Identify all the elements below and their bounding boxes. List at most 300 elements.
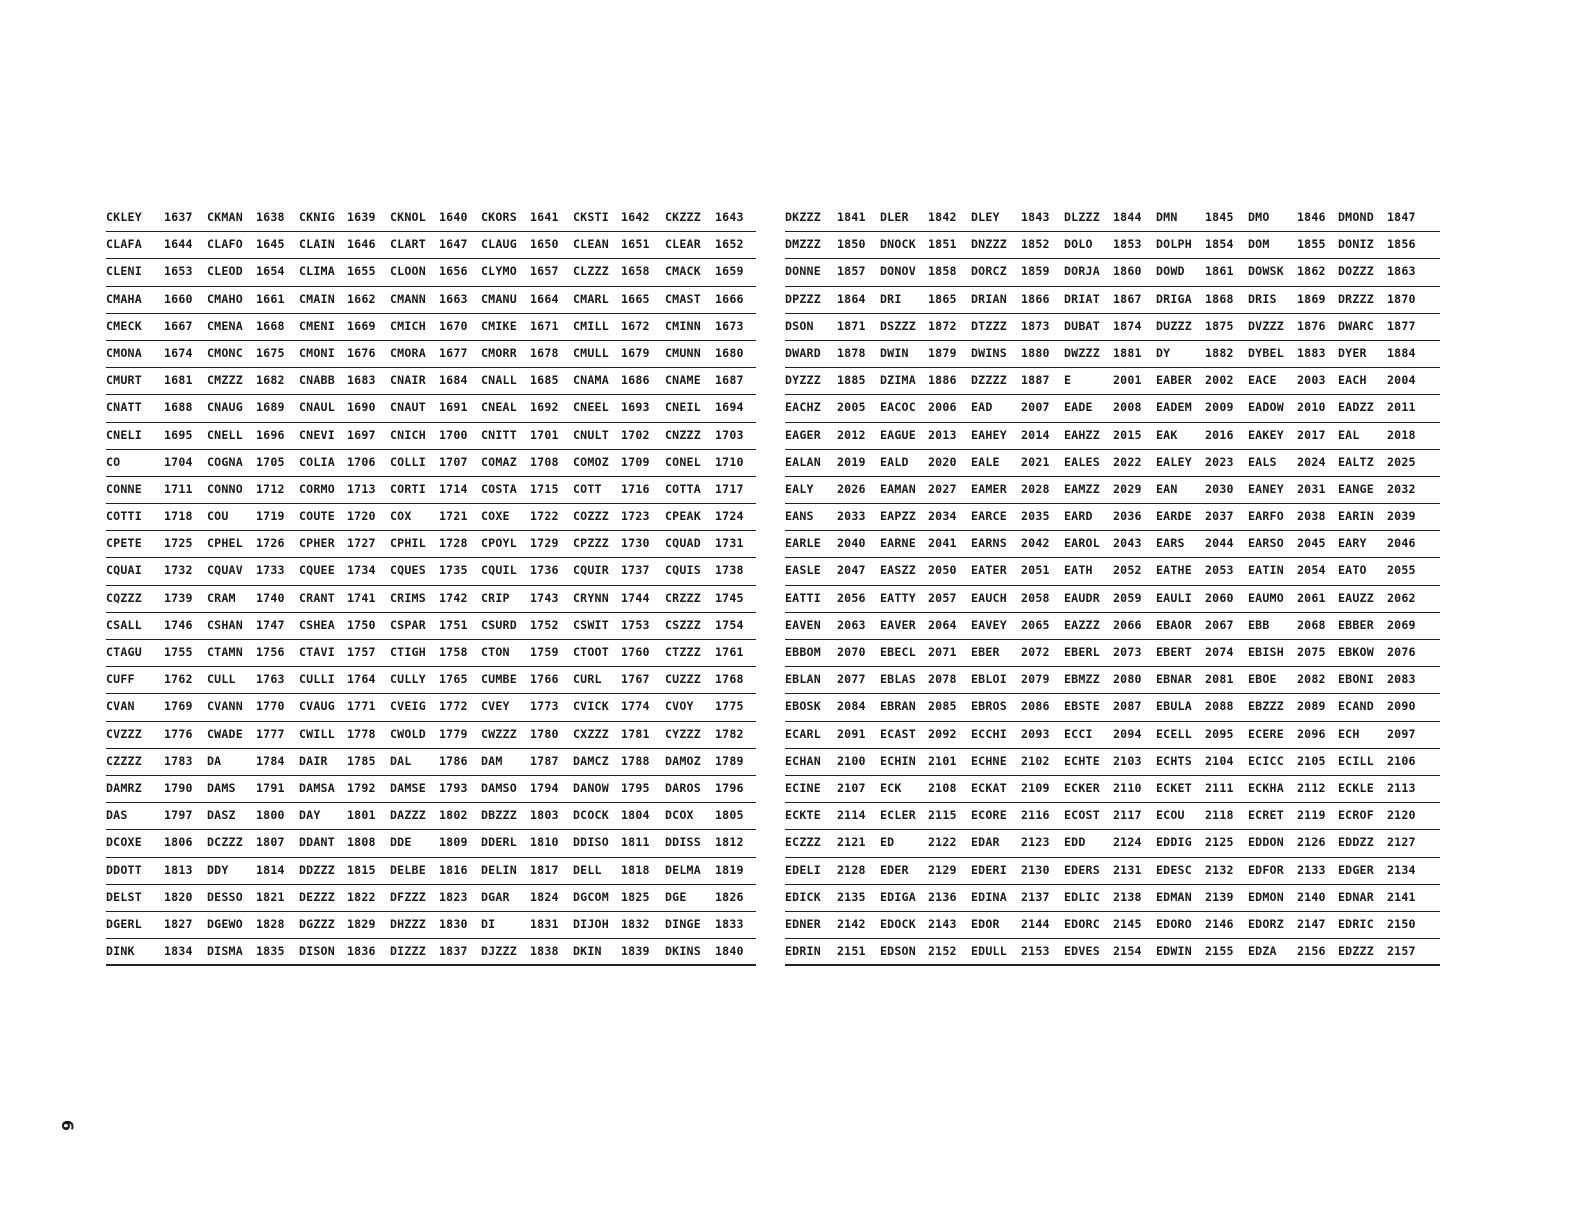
code-cell: CRZZZ <box>665 590 701 605</box>
code-cell: CRIMS <box>390 590 426 605</box>
code-cell: CPOYL <box>481 536 517 551</box>
number-cell: 2001 <box>1113 373 1142 388</box>
code-cell: ECICC <box>1248 753 1284 768</box>
number-cell: 2081 <box>1205 672 1234 687</box>
code-cell: CLAIN <box>299 237 335 252</box>
table-row <box>785 667 1440 694</box>
code-cell: EBLOI <box>971 672 1007 687</box>
number-cell: 2124 <box>1113 835 1142 850</box>
code-cell: EATO <box>1338 563 1367 578</box>
code-cell: CMORR <box>481 345 517 360</box>
number-cell: 2079 <box>1021 672 1050 687</box>
code-cell: CKNOL <box>390 210 426 224</box>
code-cell: EARCE <box>971 509 1007 524</box>
code-cell: DAMS <box>207 780 236 795</box>
code-cell: EBOE <box>1248 672 1277 687</box>
code-cell: EDESC <box>1156 862 1192 877</box>
code-cell: DI <box>481 916 496 931</box>
code-cell: ECOU <box>1156 808 1185 823</box>
number-cell: 1820 <box>164 889 193 904</box>
code-cell: COMOZ <box>573 454 609 469</box>
code-cell: DOLO <box>1064 237 1093 252</box>
number-cell: 1681 <box>164 373 193 388</box>
number-cell: 1857 <box>837 264 866 279</box>
number-cell: 2092 <box>928 726 957 741</box>
number-cell: 1784 <box>256 753 285 768</box>
number-cell: 1668 <box>256 318 285 333</box>
code-cell: DRIAT <box>1064 291 1100 306</box>
code-cell: ECKTE <box>785 808 821 823</box>
code-cell: CNEAL <box>481 400 517 415</box>
code-cell: DESSO <box>207 889 243 904</box>
code-cell: EADE <box>1064 400 1093 415</box>
code-cell: DOWD <box>1156 264 1185 279</box>
code-cell: CWZZZ <box>481 726 517 741</box>
number-cell: 2153 <box>1021 944 1050 959</box>
number-cell: 1707 <box>439 454 468 469</box>
number-cell: 1825 <box>621 889 650 904</box>
number-cell: 1824 <box>530 889 559 904</box>
number-cell: 1761 <box>715 645 744 659</box>
number-cell: 1692 <box>530 400 559 415</box>
code-cell: EAL <box>1338 427 1360 442</box>
number-cell: 1834 <box>164 944 193 959</box>
number-cell: 1705 <box>256 454 285 469</box>
number-cell: 1808 <box>347 835 376 850</box>
number-cell: 1753 <box>621 617 650 632</box>
code-cell: DAMSO <box>481 780 517 795</box>
code-cell: COMAZ <box>481 454 517 469</box>
number-cell: 2120 <box>1387 808 1416 823</box>
code-cell: CKZZZ <box>665 210 701 224</box>
number-cell: 1655 <box>347 264 376 279</box>
code-cell: DKIN <box>573 944 602 959</box>
number-cell: 2108 <box>928 780 957 795</box>
number-cell: 1739 <box>164 590 193 605</box>
number-cell: 1708 <box>530 454 559 469</box>
number-cell: 1801 <box>347 808 376 823</box>
code-cell: DOZZZ <box>1338 264 1374 279</box>
number-cell: 1704 <box>164 454 193 469</box>
code-cell: DWZZZ <box>1064 345 1100 360</box>
code-cell: DANOW <box>573 780 609 795</box>
code-cell: DGERL <box>106 916 142 931</box>
code-cell: EDLIC <box>1064 889 1100 904</box>
code-cell: CMONI <box>299 345 335 360</box>
code-cell: CMAIN <box>299 291 335 306</box>
number-cell: 1870 <box>1387 291 1416 306</box>
number-cell: 2113 <box>1387 780 1416 795</box>
code-cell: DMOND <box>1338 210 1374 224</box>
number-cell: 2078 <box>928 672 957 687</box>
code-cell: CMIKE <box>481 318 517 333</box>
code-cell: EACE <box>1248 373 1277 388</box>
code-cell: CMECK <box>106 318 142 333</box>
number-cell: 1750 <box>347 617 376 632</box>
number-cell: 1836 <box>347 944 376 959</box>
code-cell: CNAUL <box>299 400 335 415</box>
code-cell: CKNIG <box>299 210 335 224</box>
code-cell: DRI <box>880 291 902 306</box>
number-cell: 1718 <box>164 509 193 524</box>
number-cell: 1762 <box>164 672 193 687</box>
number-cell: 2014 <box>1021 427 1050 442</box>
code-cell: DELST <box>106 889 142 904</box>
number-cell: 1804 <box>621 808 650 823</box>
code-cell: DZZZZ <box>971 373 1007 388</box>
number-cell: 2006 <box>928 400 957 415</box>
code-cell: EDORC <box>1064 916 1100 931</box>
code-cell: CMORA <box>390 345 426 360</box>
number-cell: 1671 <box>530 318 559 333</box>
table-row <box>785 776 1440 803</box>
code-cell: CLAFO <box>207 237 243 252</box>
code-cell: EATER <box>971 563 1007 578</box>
number-cell: 1640 <box>439 210 468 224</box>
number-cell: 2089 <box>1297 699 1326 714</box>
code-cell: ECAND <box>1338 699 1374 714</box>
code-cell: EAPZZ <box>880 509 916 524</box>
number-cell: 1652 <box>715 237 744 252</box>
number-cell: 1721 <box>439 509 468 524</box>
code-cell: DORJA <box>1064 264 1100 279</box>
table-row <box>106 830 756 857</box>
number-cell: 1800 <box>256 808 285 823</box>
number-cell: 1791 <box>256 780 285 795</box>
code-cell: ECKHA <box>1248 780 1284 795</box>
code-cell: EBBOM <box>785 645 821 659</box>
code-cell: DHZZZ <box>390 916 426 931</box>
code-cell: EBB <box>1248 617 1270 632</box>
code-cell: EDOR <box>971 916 1000 931</box>
number-cell: 1672 <box>621 318 650 333</box>
number-cell: 1847 <box>1387 210 1416 224</box>
number-cell: 1752 <box>530 617 559 632</box>
number-cell: 2054 <box>1297 563 1326 578</box>
number-cell: 1786 <box>439 753 468 768</box>
code-cell: EDZA <box>1248 944 1277 959</box>
number-cell: 1796 <box>715 780 744 795</box>
code-cell: CQUEE <box>299 563 335 578</box>
number-cell: 1676 <box>347 345 376 360</box>
code-cell: ECH <box>1338 726 1360 741</box>
code-cell: CSWIT <box>573 617 609 632</box>
code-cell: EDORZ <box>1248 916 1284 931</box>
table-row <box>785 531 1440 558</box>
number-cell: 2023 <box>1205 454 1234 469</box>
number-cell: 2139 <box>1205 889 1234 904</box>
number-cell: 1638 <box>256 210 285 224</box>
code-cell: EDINA <box>971 889 1007 904</box>
number-cell: 2135 <box>837 889 866 904</box>
number-cell: 2064 <box>928 617 957 632</box>
number-cell: 1832 <box>621 916 650 931</box>
number-cell: 1828 <box>256 916 285 931</box>
number-cell: 1764 <box>347 672 376 687</box>
code-cell: EDOCK <box>880 916 916 931</box>
code-cell: EBNAR <box>1156 672 1192 687</box>
number-cell: 2018 <box>1387 427 1416 442</box>
number-cell: 2130 <box>1021 862 1050 877</box>
number-cell: 1871 <box>837 318 866 333</box>
code-cell: CVICK <box>573 699 609 714</box>
number-cell: 2016 <box>1205 427 1234 442</box>
code-cell: COSTA <box>481 481 517 496</box>
code-cell: CRYNN <box>573 590 609 605</box>
number-cell: 2028 <box>1021 481 1050 496</box>
number-cell: 1837 <box>439 944 468 959</box>
number-cell: 1781 <box>621 726 650 741</box>
number-cell: 1661 <box>256 291 285 306</box>
code-cell: EAKEY <box>1248 427 1284 442</box>
code-cell: EATHE <box>1156 563 1192 578</box>
number-cell: 2059 <box>1113 590 1142 605</box>
code-cell: DEZZZ <box>299 889 335 904</box>
number-cell: 2042 <box>1021 536 1050 551</box>
number-cell: 1709 <box>621 454 650 469</box>
number-cell: 2027 <box>928 481 957 496</box>
number-cell: 1860 <box>1113 264 1142 279</box>
code-cell: CMILL <box>573 318 609 333</box>
number-cell: 1644 <box>164 237 193 252</box>
code-cell: DA <box>207 753 222 768</box>
code-cell: CNAMA <box>573 373 609 388</box>
table-row <box>106 477 756 504</box>
number-cell: 2146 <box>1205 916 1234 931</box>
code-cell: EDULL <box>971 944 1007 959</box>
number-cell: 2155 <box>1205 944 1234 959</box>
number-cell: 1742 <box>439 590 468 605</box>
code-cell: EDDIG <box>1156 835 1192 850</box>
number-cell: 2144 <box>1021 916 1050 931</box>
code-cell: EBROS <box>971 699 1007 714</box>
number-cell: 1658 <box>621 264 650 279</box>
code-cell: DGE <box>665 889 687 904</box>
code-cell: CNAUT <box>390 400 426 415</box>
code-cell: EARNE <box>880 536 916 551</box>
code-cell: CRAM <box>207 590 236 605</box>
code-cell: EDMON <box>1248 889 1284 904</box>
number-cell: 1768 <box>715 672 744 687</box>
code-cell: DLEY <box>971 210 1000 224</box>
number-cell: 2036 <box>1113 509 1142 524</box>
number-cell: 1646 <box>347 237 376 252</box>
code-cell: CVANN <box>207 699 243 714</box>
code-cell: DDISO <box>573 835 609 850</box>
number-cell: 1717 <box>715 481 744 496</box>
code-cell: DORCZ <box>971 264 1007 279</box>
code-cell: CNZZZ <box>665 427 701 442</box>
code-cell: DMZZZ <box>785 237 821 252</box>
table-row <box>785 694 1440 721</box>
number-cell: 2091 <box>837 726 866 741</box>
number-cell: 2041 <box>928 536 957 551</box>
code-cell: ECARL <box>785 726 821 741</box>
code-cell: CMICH <box>390 318 426 333</box>
number-cell: 2076 <box>1387 645 1416 659</box>
number-cell: 1650 <box>530 237 559 252</box>
number-cell: 1728 <box>439 536 468 551</box>
code-cell: EAUZZ <box>1338 590 1374 605</box>
code-cell: EACOC <box>880 400 916 415</box>
number-cell: 1733 <box>256 563 285 578</box>
number-cell: 1803 <box>530 808 559 823</box>
code-cell: EDWIN <box>1156 944 1192 959</box>
number-cell: 1777 <box>256 726 285 741</box>
number-cell: 1700 <box>439 427 468 442</box>
number-cell: 1877 <box>1387 318 1416 333</box>
code-cell: CWILL <box>299 726 335 741</box>
number-cell: 1813 <box>164 862 193 877</box>
table-row <box>106 531 756 558</box>
code-cell: EBSTE <box>1064 699 1100 714</box>
number-cell: 2147 <box>1297 916 1326 931</box>
number-cell: 1747 <box>256 617 285 632</box>
number-cell: 1682 <box>256 373 285 388</box>
number-cell: 1866 <box>1021 291 1050 306</box>
code-cell: CLEAR <box>665 237 701 252</box>
number-cell: 2115 <box>928 808 957 823</box>
code-cell: EDSON <box>880 944 916 959</box>
code-cell: EBERT <box>1156 645 1192 659</box>
code-cell: CULLI <box>299 672 335 687</box>
number-cell: 1867 <box>1113 291 1142 306</box>
number-cell: 2102 <box>1021 753 1050 768</box>
code-cell: EANS <box>785 509 814 524</box>
code-cell: DSZZZ <box>880 318 916 333</box>
code-cell: EDDZZ <box>1338 835 1374 850</box>
code-cell: DDZZZ <box>299 862 335 877</box>
number-cell: 2013 <box>928 427 957 442</box>
code-cell: CONNE <box>106 481 142 496</box>
table-row <box>785 749 1440 776</box>
number-cell: 1701 <box>530 427 559 442</box>
number-cell: 1714 <box>439 481 468 496</box>
code-cell: DAIR <box>299 753 328 768</box>
number-cell: 2065 <box>1021 617 1050 632</box>
code-cell: EBMZZ <box>1064 672 1100 687</box>
table-row <box>785 640 1440 667</box>
number-cell: 2143 <box>928 916 957 931</box>
number-cell: 1712 <box>256 481 285 496</box>
number-cell: 1643 <box>715 210 744 224</box>
number-cell: 1683 <box>347 373 376 388</box>
number-cell: 2090 <box>1387 699 1416 714</box>
number-cell: 2073 <box>1113 645 1142 659</box>
code-cell: CVAN <box>106 699 135 714</box>
code-cell: EDAR <box>971 835 1000 850</box>
number-cell: 1654 <box>256 264 285 279</box>
code-cell: ECROF <box>1338 808 1374 823</box>
number-cell: 1875 <box>1205 318 1234 333</box>
code-cell: CMURT <box>106 373 142 388</box>
number-cell: 1689 <box>256 400 285 415</box>
number-cell: 1744 <box>621 590 650 605</box>
number-cell: 1691 <box>439 400 468 415</box>
table-row <box>106 613 756 640</box>
number-cell: 1835 <box>256 944 285 959</box>
code-cell: ECRET <box>1248 808 1284 823</box>
code-cell: ECHAN <box>785 753 821 768</box>
code-cell: CTIGH <box>390 645 426 659</box>
code-cell: EANGE <box>1338 481 1374 496</box>
code-cell: EAMZZ <box>1064 481 1100 496</box>
number-cell: 1697 <box>347 427 376 442</box>
number-cell: 1713 <box>347 481 376 496</box>
number-cell: 2033 <box>837 509 866 524</box>
number-cell: 2137 <box>1021 889 1050 904</box>
number-cell: 2126 <box>1297 835 1326 850</box>
code-cell: CWADE <box>207 726 243 741</box>
code-cell: ED <box>880 835 895 850</box>
code-cell: ECKAT <box>971 780 1007 795</box>
code-cell: CVOY <box>665 699 694 714</box>
code-cell: DRIGA <box>1156 291 1192 306</box>
code-cell: DDY <box>207 862 229 877</box>
number-cell: 1641 <box>530 210 559 224</box>
number-cell: 1763 <box>256 672 285 687</box>
code-cell: DELBE <box>390 862 426 877</box>
number-cell: 2119 <box>1297 808 1326 823</box>
number-cell: 2086 <box>1021 699 1050 714</box>
code-cell: CKLEY <box>106 210 142 224</box>
code-cell: CLZZZ <box>573 264 609 279</box>
table-row <box>106 803 756 830</box>
code-cell: CNABB <box>299 373 335 388</box>
code-cell: CNEVI <box>299 427 335 442</box>
code-cell: CQUAD <box>665 536 701 551</box>
number-cell: 1673 <box>715 318 744 333</box>
number-cell: 1656 <box>439 264 468 279</box>
code-cell: DYBEL <box>1248 345 1284 360</box>
number-cell: 2038 <box>1297 509 1326 524</box>
code-cell: CQUAI <box>106 563 142 578</box>
number-cell: 1687 <box>715 373 744 388</box>
code-cell: ECK <box>880 780 902 795</box>
number-cell: 1659 <box>715 264 744 279</box>
code-cell: CLAFA <box>106 237 142 252</box>
code-cell: DFZZZ <box>390 889 426 904</box>
code-cell: DDE <box>390 835 412 850</box>
number-cell: 1727 <box>347 536 376 551</box>
number-cell: 1884 <box>1387 345 1416 360</box>
code-cell: COZZZ <box>573 509 609 524</box>
code-cell: EDRIN <box>785 944 821 959</box>
code-cell: EDIGA <box>880 889 916 904</box>
code-cell: CNICH <box>390 427 426 442</box>
number-cell: 2044 <box>1205 536 1234 551</box>
code-cell: CUMBE <box>481 672 517 687</box>
number-cell: 1810 <box>530 835 559 850</box>
code-cell: DCZZZ <box>207 835 243 850</box>
number-cell: 1688 <box>164 400 193 415</box>
code-cell: CUZZZ <box>665 672 701 687</box>
number-cell: 1758 <box>439 645 468 659</box>
code-cell: CSZZZ <box>665 617 701 632</box>
table-row <box>106 885 756 912</box>
code-cell: CLOON <box>390 264 426 279</box>
number-cell: 2109 <box>1021 780 1050 795</box>
number-cell: 1840 <box>715 944 744 959</box>
number-cell: 2077 <box>837 672 866 687</box>
code-cell: CONEL <box>665 454 701 469</box>
code-cell: ECOST <box>1064 808 1100 823</box>
code-cell: EASZZ <box>880 563 916 578</box>
code-cell: CQUAV <box>207 563 243 578</box>
table-row <box>785 259 1440 286</box>
number-cell: 1737 <box>621 563 650 578</box>
code-cell: ECINE <box>785 780 821 795</box>
